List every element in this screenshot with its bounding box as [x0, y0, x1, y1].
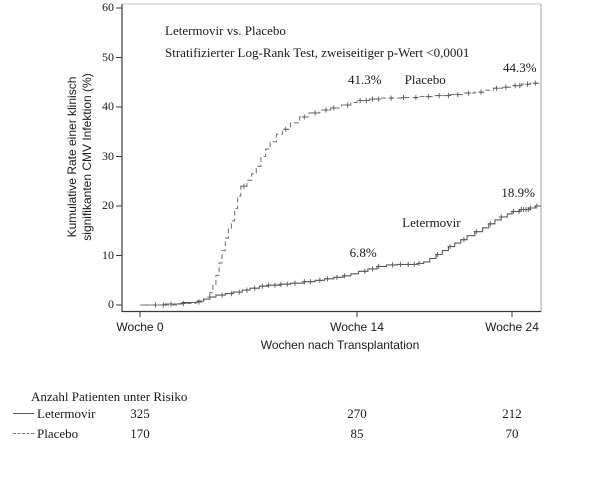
x-tick-label: Woche 24 — [485, 320, 539, 334]
placebo-label-413: 41.3% — [347, 71, 382, 87]
letermovir-censor-marks — [153, 203, 540, 307]
risk-value-placebo: 70 — [505, 426, 519, 441]
y-tick-label: 50 — [102, 49, 114, 64]
letermovir-label-Letermovir: Letermovir — [402, 214, 461, 230]
risk-value-placebo: 85 — [350, 426, 364, 441]
letermovir-label-68: 6.8% — [349, 245, 377, 261]
risk-value-letermovir: 270 — [347, 406, 367, 421]
y-axis-title-line2: signifikanten CMV Infektion (%) — [80, 73, 94, 241]
risk-legend-line-letermovir — [13, 413, 34, 414]
risk-value-letermovir: 212 — [502, 406, 522, 421]
x-tick-label: Woche 14 — [330, 320, 384, 334]
y-tick-label: 40 — [102, 99, 114, 113]
risk-row-name-placebo: Placebo — [37, 426, 79, 441]
letermovir-curve — [140, 206, 541, 305]
y-tick-label: 20 — [102, 198, 114, 212]
placebo-censor-marks — [161, 81, 538, 308]
x-axis-title: Wochen nach Transplantation — [260, 338, 420, 352]
y-tick-label: 0 — [108, 297, 114, 311]
y-tick-label: 10 — [102, 247, 114, 262]
annotation-pvalue: Stratifizierter Log-Rank Test, zweiseitiger p-Wert <0,0001 — [165, 45, 470, 60]
risk-row-name-letermovir: Letermovir — [37, 406, 96, 421]
placebo-curve — [140, 82, 541, 305]
risk-value-placebo: 170 — [130, 426, 150, 441]
y-tick-label: 60 — [102, 0, 114, 14]
risk-table-title: Anzahl Patienten unter Risiko — [31, 389, 188, 404]
letermovir-label-189: 18.9% — [501, 185, 535, 201]
risk-value-letermovir: 325 — [130, 406, 150, 421]
placebo-label-Placebo: Placebo — [404, 71, 446, 87]
placebo-label-443: 44.3% — [502, 59, 537, 75]
annotation-comparison: Letermovir vs. Placebo — [165, 23, 286, 38]
y-tick-label: 30 — [102, 148, 114, 163]
x-tick-label: Woche 0 — [116, 320, 164, 334]
y-axis-title-line1: Kumulative Rate einer klinisch — [65, 76, 79, 238]
risk-legend-line-placebo — [13, 433, 34, 434]
